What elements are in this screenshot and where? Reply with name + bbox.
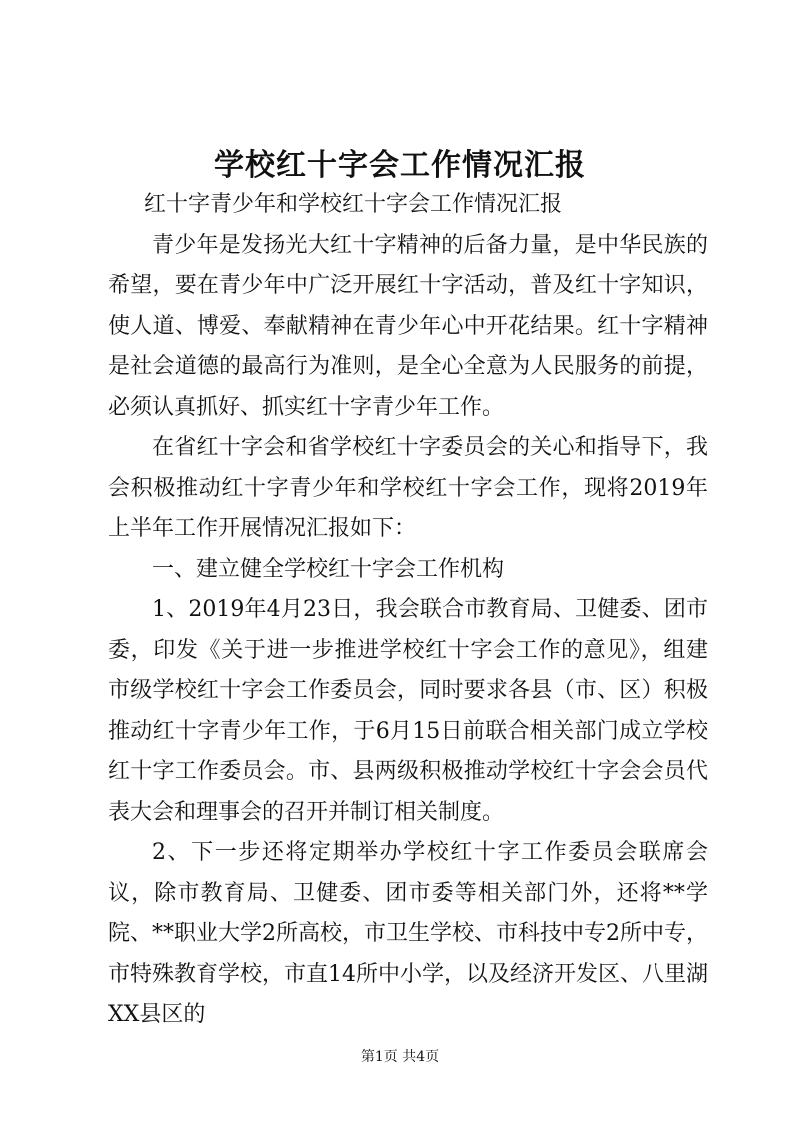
- paragraph-intro: 青少年是发扬光大红十字精神的后备力量，是中华民族的希望，要在青少年中广泛开展红十字活动，普及红十字知识，使人道、博爱、奉献精神在青少年心中开花结果。红十字精神是社会道德的最高行为准则，是全心全意为人民服务的前提，必须认真抓好、抓实红十字青少年工作。: [108, 232, 708, 420]
- page-number-footer: 第1页 共4页: [360, 1049, 440, 1065]
- document-title: 学校红十字会工作情况汇报: [214, 148, 586, 183]
- paragraph-item-1: 1、2019年4月23日，我会联合市教育局、卫健委、团市委，印发《关于进一步推进学校红十字会工作的意见》，组建市级学校红十字会工作委员会，同时要求各县（市、区）积极推动红十字青少年工作，于6月15日前联合相关部门成立学校红十字工作委员会。市、县两级积极推动学校红十字会会员代表大会和理事会的召开并制订相关制度。: [108, 597, 708, 825]
- section-heading-1: 一、建立健全学校红十字会工作机构: [152, 556, 505, 582]
- document-subtitle: 红十字青少年和学校红十字会工作情况汇报: [144, 192, 563, 217]
- document-body: [108, 185, 708, 1036]
- paragraph-item-2: 2、下一步还将定期举办学校红十字工作委员会联席会议，除市教育局、卫健委、团市委等相关部门外，还将**学院、**职业大学2所高校，市卫生学校、市科技中专2所中专，市特殊教育学校，市直14所中小学，以及经济开发区、八里湖XX县区的: [108, 840, 708, 1027]
- paragraph-context: 在省红十字会和省学校红十字委员会的关心和指导下，我会积极推动红十字青少年和学校红十字会工作，现将2019年上半年工作开展情况汇报如下：: [108, 435, 708, 541]
